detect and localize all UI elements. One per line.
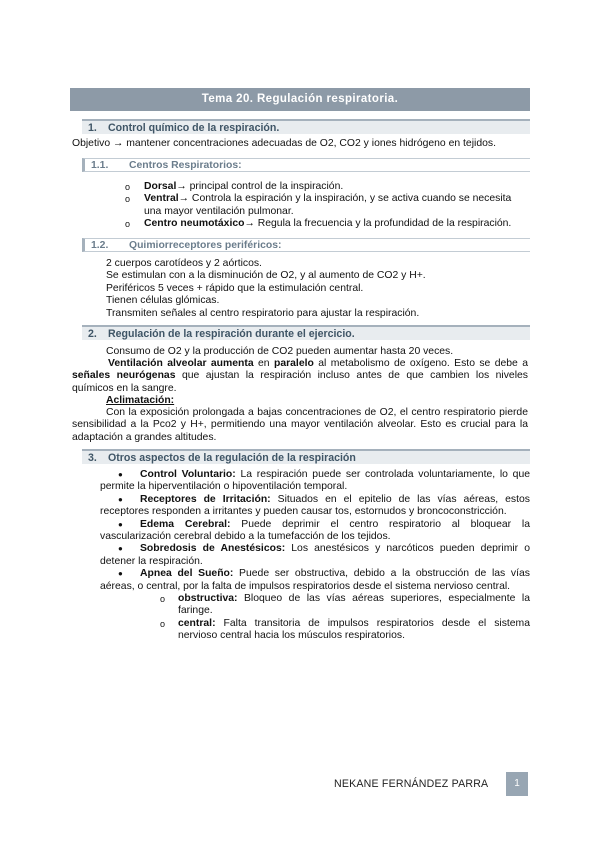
- sub-list-item: [160, 593, 530, 618]
- quimiorreceptores-lines: [106, 258, 526, 320]
- bullet-icon: ●: [118, 470, 123, 479]
- sub-list-item: [160, 618, 530, 643]
- item-term: Edema Cerebral:: [140, 518, 231, 530]
- bullet-icon: ●: [118, 494, 123, 504]
- subsection-1-2-heading: [82, 238, 530, 252]
- list-item: [125, 218, 525, 230]
- objective-text: Objetivo → mantener concentraciones adecuadas de O2, CO2 y iones hidrógeno en tejidos.: [72, 138, 496, 149]
- bullet-icon: ●: [118, 569, 123, 579]
- section-number: 1.: [88, 122, 97, 134]
- text: que ajustan la respiración incluso antes de que cambien los niveles químicos en la sangre.: [72, 370, 528, 394]
- aclimatacion-paragraph: Con la exposición prolongada a bajas concentraciones de O2, el centro respiratorio pierde sensibilidad a la Pco2 y H+, permitiendo una mayor ventilación alveolar. Esto es crucial para la adaptación a grandes altitudes.: [72, 407, 528, 443]
- list-item: [125, 181, 525, 193]
- text-line: Transmiten señales al centro respiratorio para ajustar la respiración.: [106, 307, 420, 319]
- page-number: 1: [506, 772, 528, 796]
- circle-bullet-icon: o: [160, 594, 166, 605]
- text-line: Periféricos 5 veces + rápido que la estimulación central.: [106, 282, 364, 294]
- circle-bullet-icon: o: [125, 194, 131, 205]
- list-item: [100, 519, 530, 544]
- text-line: Se estimulan con a la disminución de O2, y al aumento de CO2 y H+.: [106, 270, 426, 282]
- list-item: [125, 193, 525, 218]
- item-term: central:: [178, 617, 216, 629]
- item-term: Centro neumotáxico→: [144, 218, 255, 230]
- item-text: principal control de la inspiración.: [186, 181, 344, 192]
- section-title: Otros aspectos de la regulación de la respiración: [108, 452, 356, 464]
- ventilation-paragraph: [72, 358, 528, 395]
- subsection-title: Quimiorreceptores periféricos:: [129, 240, 282, 251]
- section-title: Control químico de la respiración.: [108, 122, 280, 134]
- item-text: Falta transitoria de impulsos respiratorios desde el sistema nervioso central hacia los músculos respiratorios.: [178, 617, 530, 642]
- centros-list: [125, 181, 525, 231]
- item-text: Los anestésicos y narcóticos pueden deprimir o detener la respiración.: [100, 543, 530, 567]
- bold-phrase: Ventilación alveolar aumenta: [108, 358, 254, 369]
- list-item: [100, 494, 530, 519]
- item-text: Puede deprimir el centro respiratorio al bloquear la vascularización cerebral debido a la tumefacción de los tejidos.: [100, 518, 530, 543]
- exercise-line: Consumo de O2 y la producción de CO2 pueden aumentar hasta 20 veces.: [106, 346, 454, 357]
- list-item: [100, 543, 530, 568]
- item-text: Regula la frecuencia y la profundidad de la respiración.: [254, 218, 512, 230]
- section-number: 3.: [88, 452, 97, 464]
- item-term: Control Voluntario:: [140, 469, 236, 480]
- section-3-heading: [82, 449, 530, 464]
- item-term: Ventral→: [144, 193, 190, 205]
- item-term: obstructiva:: [178, 593, 238, 605]
- bold-phrase: paralelo: [273, 358, 314, 369]
- page-title: Tema 20. Regulación respiratoria.: [70, 88, 530, 111]
- aclimatacion-title: Aclimatación:: [106, 395, 175, 406]
- list-item: [100, 568, 530, 593]
- text: al metabolismo de oxígeno. Esto se debe a: [313, 358, 528, 369]
- circle-bullet-icon: o: [125, 219, 131, 230]
- text: en: [253, 358, 274, 369]
- item-text: Situados en el epitelio de las vías aéreas, estos receptores responden a irritantes y pueden causar tos, estornudos y broncoconstricción.: [100, 493, 530, 518]
- bold-phrase: señales neurógenas: [72, 370, 176, 382]
- subsection-1-1-heading: [82, 158, 530, 172]
- circle-bullet-icon: o: [125, 182, 131, 192]
- section-title: Regulación de la respiración durante el ejercicio.: [108, 328, 355, 340]
- item-text: Controla la espiración y la inspiración, y se activa cuando se necesita una mayor ventilación pulmonar.: [144, 193, 512, 217]
- list-item: [100, 469, 530, 494]
- item-term: Dorsal→: [144, 181, 187, 192]
- bullet-icon: ●: [118, 544, 123, 554]
- item-term: Sobredosis de Anestésicos:: [140, 543, 286, 555]
- section-1-heading: [82, 119, 530, 134]
- footer-author: NEKANE FERNÁNDEZ PARRA: [334, 778, 489, 790]
- subsection-number: 1.2.: [91, 240, 109, 251]
- subsection-title: Centros Respiratorios:: [129, 160, 242, 171]
- item-term: Apnea del Sueño:: [140, 568, 234, 580]
- section-number: 2.: [88, 328, 97, 340]
- apnea-sublist: [160, 593, 530, 643]
- text-line: Tienen células glómicas.: [106, 295, 220, 307]
- section-2-heading: [82, 325, 530, 340]
- item-text: Bloqueo de las vías aéreas superiores, especialmente la faringe.: [178, 593, 530, 617]
- bullet-icon: ●: [118, 519, 123, 529]
- otros-aspectos-list: [100, 469, 530, 643]
- text-line: 2 cuerpos carotídeos y 2 aórticos.: [106, 258, 262, 269]
- circle-bullet-icon: o: [160, 618, 166, 629]
- item-text: La respiración puede ser controlada voluntariamente, lo que permite la hiperventilación o hipoventilación temporal.: [100, 469, 530, 493]
- item-term: Receptores de Irritación:: [140, 493, 271, 505]
- subsection-number: 1.1.: [91, 160, 109, 171]
- item-text: Puede ser obstructiva, debido a la obstrucción de las vías aéreas, o central, por la falta de impulsos respiratorios desde el sistema nervioso central.: [100, 568, 530, 592]
